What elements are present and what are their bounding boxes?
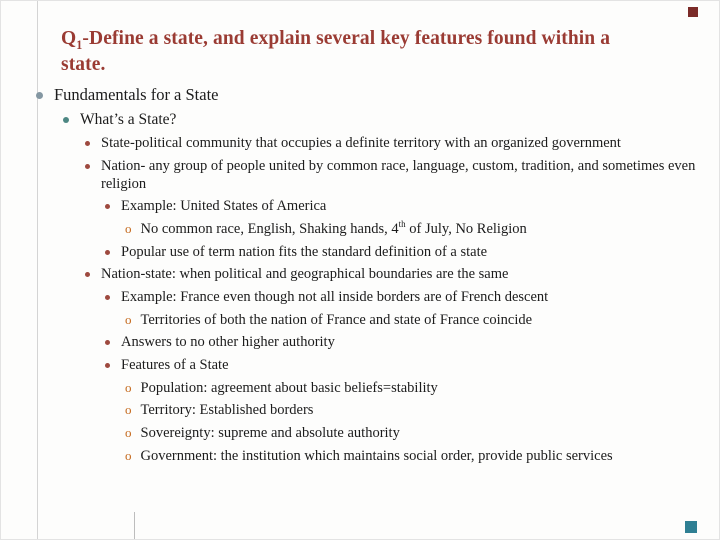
bullet-list xyxy=(36,85,699,469)
bullet-item-level-3 xyxy=(85,265,699,283)
top-right-accent-square xyxy=(688,7,698,17)
bottom-right-accent-square xyxy=(685,521,697,533)
bullet-text: Sovereignty: supreme and absolute authority xyxy=(140,424,400,441)
bullet-circle-marker xyxy=(105,204,110,209)
title-prefix: Q xyxy=(61,28,77,49)
bullet-circle-marker xyxy=(85,164,90,169)
bullet-text: Population: agreement about basic beliefs=stability xyxy=(140,379,438,396)
bullet-o-marker: o xyxy=(125,447,132,463)
bullet-circle-marker xyxy=(105,250,110,255)
bullet-circle-marker xyxy=(105,295,110,300)
title-text: -Define a state, and explain several key features found within a state. xyxy=(61,28,611,75)
bullet-circle-marker xyxy=(63,117,69,123)
bullet-item-level-4 xyxy=(105,197,699,215)
bullet-o-marker: o xyxy=(125,311,132,327)
bullet-item-level-3 xyxy=(85,134,699,152)
bullet-text: Features of a State xyxy=(121,356,229,373)
bullet-text: What’s a State? xyxy=(80,111,177,129)
bullet-item-level-5 xyxy=(125,447,699,465)
bullet-item-level-2 xyxy=(63,110,699,129)
bullet-text: Nation- any group of people united by common race, language, custom, tradition, and sometimes even religion xyxy=(101,157,696,192)
bullet-text: Territories of both the nation of France and state of France coincide xyxy=(140,311,533,328)
bullet-circle-marker xyxy=(85,272,90,277)
bullet-text: Popular use of term nation fits the standard definition of a state xyxy=(121,243,488,260)
bullet-text: Answers to no other higher authority xyxy=(121,334,335,351)
bullet-item-level-5 xyxy=(125,379,699,397)
bullet-item-level-4 xyxy=(105,288,699,306)
bottom-tick-line xyxy=(134,512,135,539)
bullet-item-level-5 xyxy=(125,220,699,238)
bullet-item-level-4 xyxy=(105,333,699,351)
bullet-o-marker: o xyxy=(125,221,132,236)
bullet-item-level-5 xyxy=(125,401,699,419)
bullet-item-level-5 xyxy=(125,424,699,442)
bullet-item-level-4 xyxy=(105,243,699,261)
bullet-text: Territory: Established borders xyxy=(140,402,314,419)
bullet-text: Example: France even though not all inside borders are of French descent xyxy=(121,288,549,305)
bullet-item-level-4 xyxy=(105,356,699,374)
bullet-o-marker: o xyxy=(125,402,132,418)
bullet-o-marker: o xyxy=(125,424,132,440)
bullet-o-marker: o xyxy=(125,379,132,395)
bullet-circle-marker xyxy=(105,363,110,368)
title-subscript: 1 xyxy=(76,37,83,52)
bullet-item-level-5 xyxy=(125,311,699,329)
bullet-text: Fundamentals for a State xyxy=(54,85,219,104)
bullet-text: Government: the institution which maintains social order, provide public services xyxy=(140,447,613,464)
bullet-item-level-1 xyxy=(36,85,699,106)
bullet-circle-marker xyxy=(36,92,43,99)
bullet-circle-marker xyxy=(105,340,110,345)
bullet-circle-marker xyxy=(85,141,90,146)
bullet-text: Example: United States of America xyxy=(121,198,327,215)
bullet-text: State-political community that occupies a definite territory with an organized government xyxy=(101,135,621,151)
slide-title xyxy=(61,26,631,77)
bullet-text: No common race, English, Shaking hands, 4th of July, No Religion xyxy=(140,219,527,237)
bullet-item-level-3 xyxy=(85,157,699,193)
bullet-text: Nation-state: when political and geographical boundaries are the same xyxy=(101,266,509,283)
